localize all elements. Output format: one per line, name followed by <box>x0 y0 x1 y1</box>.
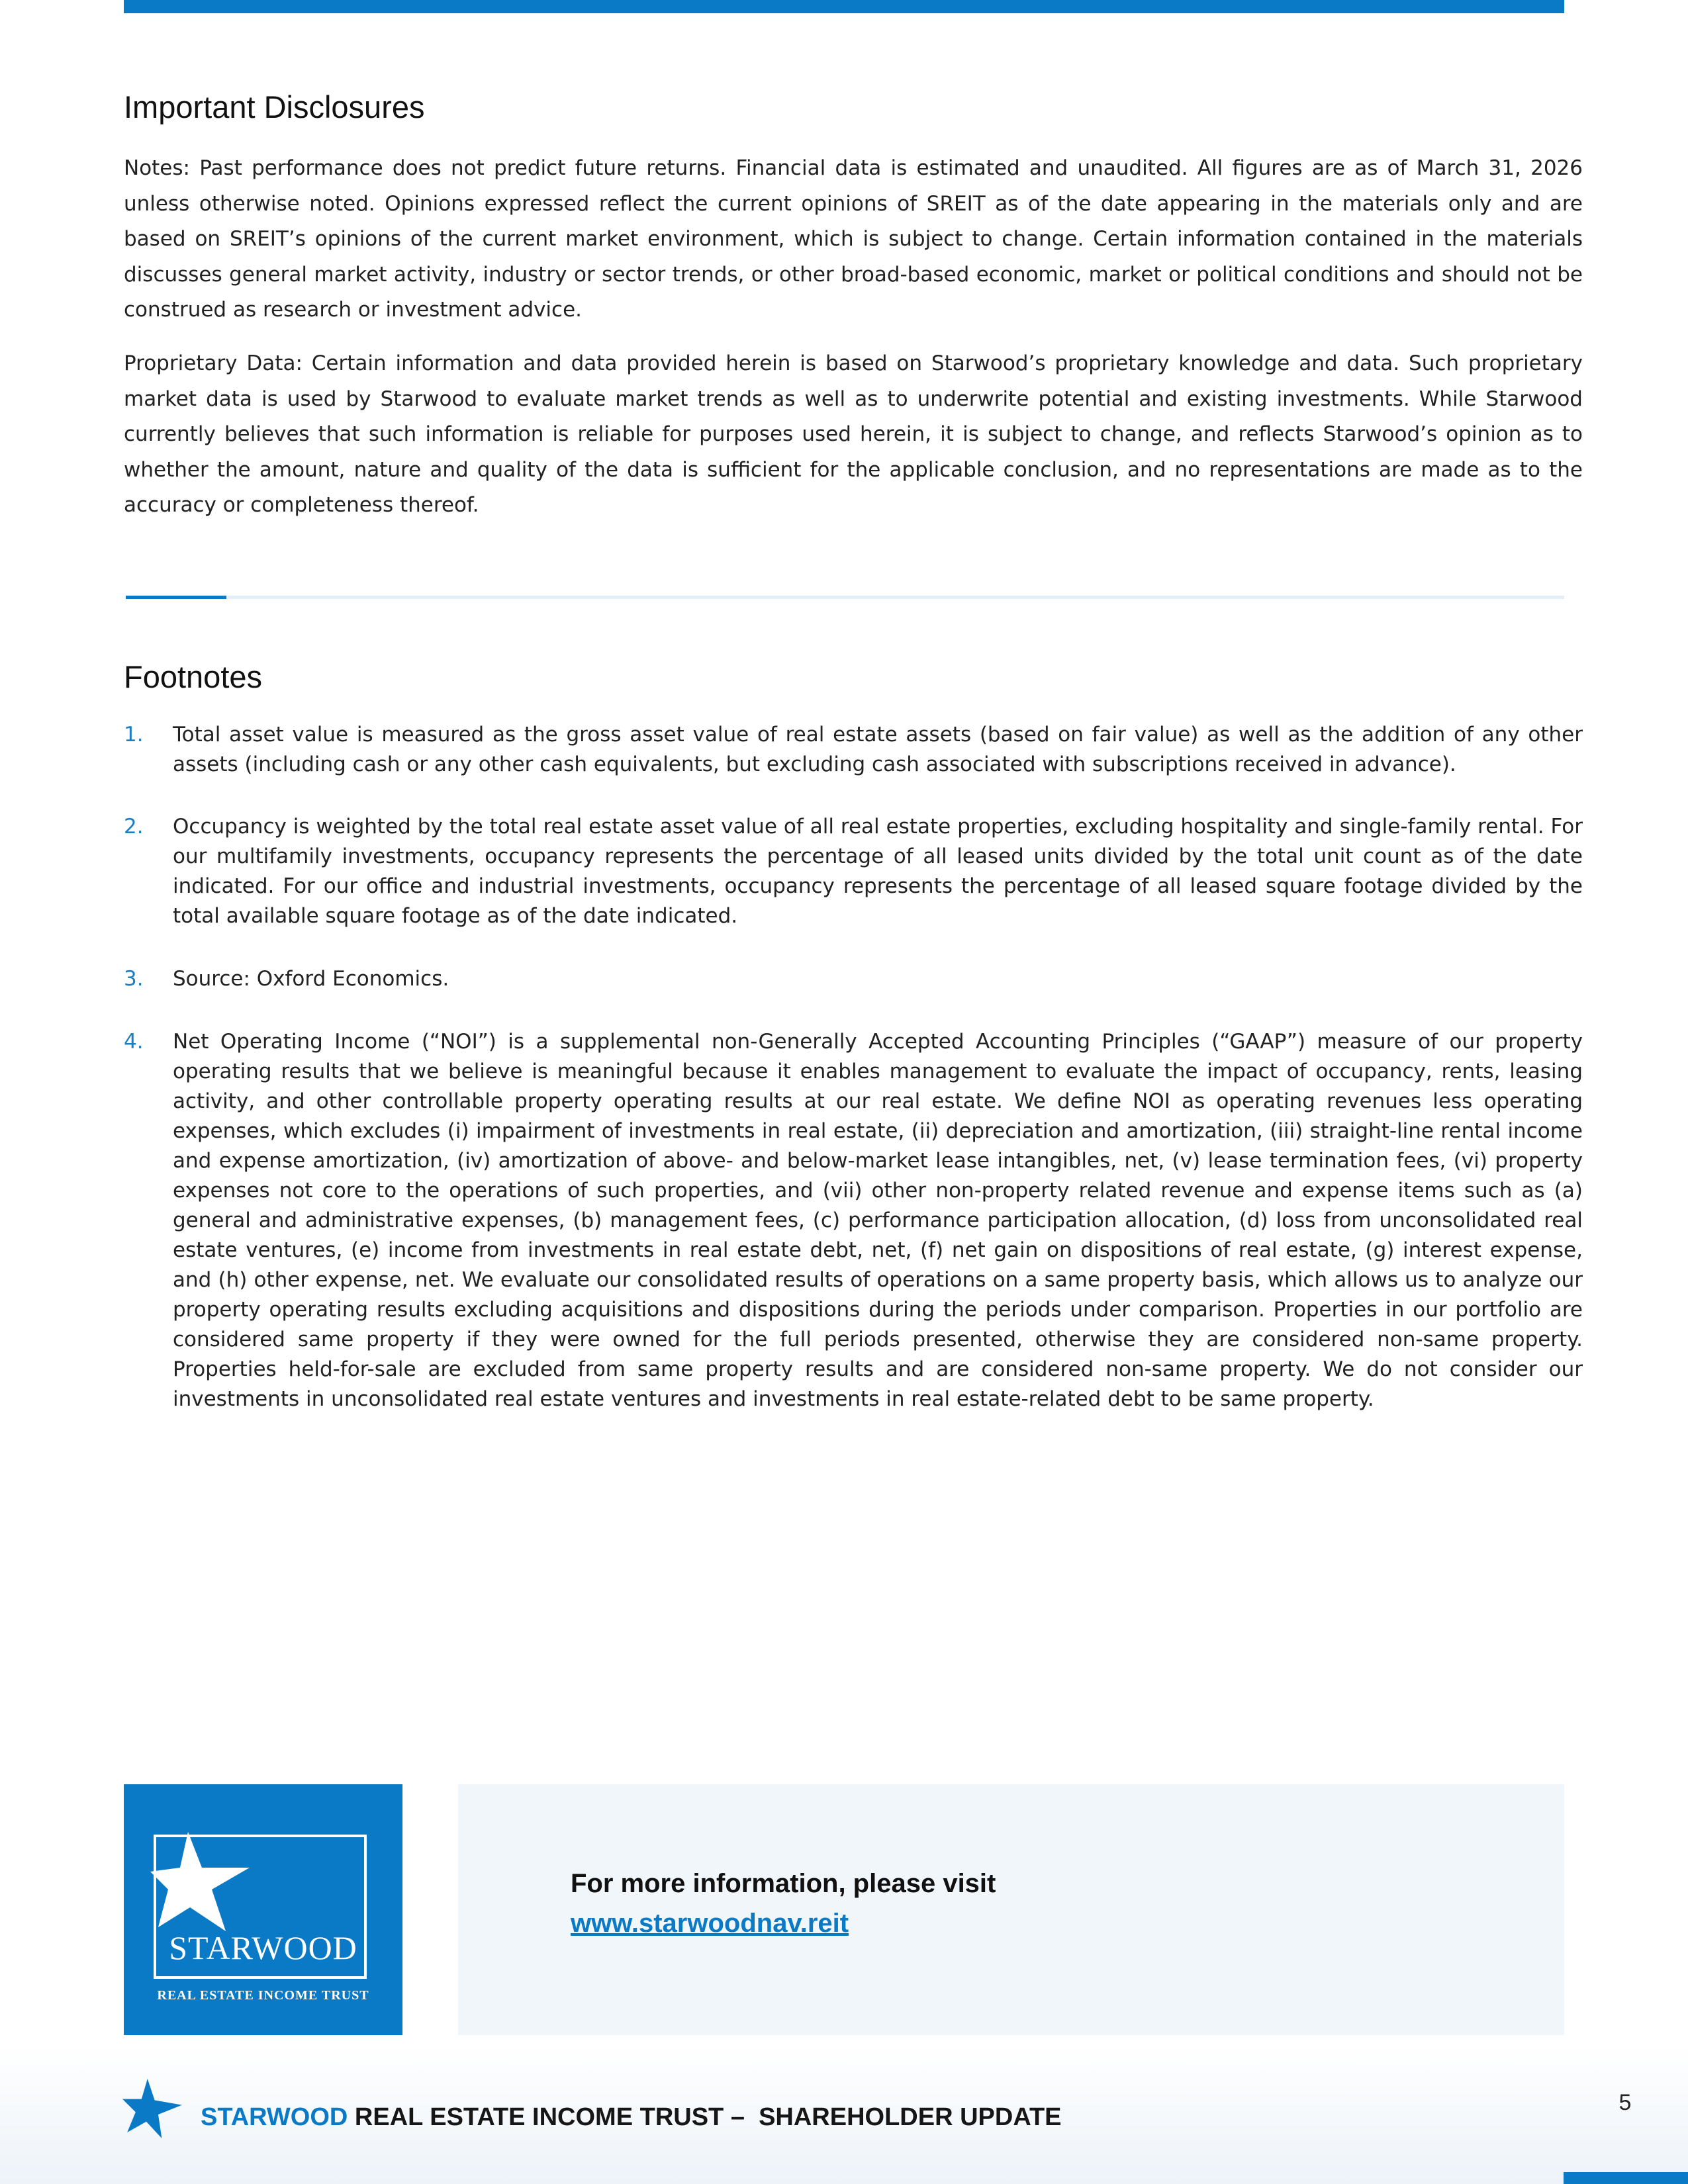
footnote-number: 2. <box>124 815 144 839</box>
logo-subtitle: REAL ESTATE INCOME TRUST <box>157 1988 369 2003</box>
website-link[interactable]: www.starwoodnav.reit <box>571 1909 849 1938</box>
page-number: 5 <box>1618 2090 1632 2115</box>
section-divider-accent <box>126 596 226 599</box>
info-heading: For more information, please visit <box>571 1869 996 1898</box>
top-accent-bar <box>124 0 1564 13</box>
footnotes-title: Footnotes <box>124 659 263 694</box>
footnote-number: 3. <box>124 967 144 991</box>
footnote-2 <box>124 812 1583 931</box>
star-icon <box>122 2078 182 2139</box>
footer-brand: STARWOOD <box>201 2103 348 2131</box>
bottom-accent-bar <box>1564 2172 1688 2184</box>
footnote-text: Occupancy is weighted by the total real estate asset value of all real estate properties, excluding hospitality and single-family rental. For our multifamily investments, occupancy represents the percentage of all leased units divided by the total unit count as of the date indicated. For our office and industrial investments, occupancy represents the percentage of all leased square footage divided by the total available square footage as of the date indicated. <box>173 815 1583 928</box>
star-icon <box>150 1832 250 1931</box>
footnote-text: Source: Oxford Economics. <box>173 967 449 991</box>
logo-wordmark: STARWOOD <box>169 1929 357 1966</box>
footnote-text: Total asset value is measured as the gross asset value of real estate assets (based on fair value) as well as the addition of any other assets (including cash or any other cash equivalents, but excluding cash associated with subscriptions received in advance). <box>173 723 1583 776</box>
footer-title <box>201 2103 1062 2132</box>
footnote-4 <box>124 1027 1583 1414</box>
footnote-number: 1. <box>124 723 144 747</box>
footnote-1 <box>124 720 1583 780</box>
disclosures-notes: Notes: Past performance does not predict future returns. Financial data is estimated and unaudited. All figures are as of March 31, 2026 unless otherwise noted. Opinions expressed reflect the current opinions of SREIT as of the date appearing in the materials only and are based on SREIT’s opinions of the current market environment, which is subject to change. Certain information contained in the materials discusses general market activity, industry or sector trends, or other broad-based economic, market or political conditions and should not be construed as research or investment advice. <box>124 156 1583 322</box>
info-panel <box>458 1784 1564 2035</box>
disclosures-title: Important Disclosures <box>124 89 425 124</box>
footnote-3 <box>124 964 1583 994</box>
disclosures-proprietary: Proprietary Data: Certain information and data provided herein is based on Starwood’s proprietary knowledge and data. Such proprietary market data is used by Starwood to evaluate market trends as well as to underwrite potential and existing investments. While Starwood currently believes that such information is reliable for purposes used herein, it is subject to change, and reflects Starwood’s opinion as to whether the amount, nature and quality of the data is sufficient for the applicable conclusion, and no representations are made as to the accuracy or completeness thereof. <box>124 351 1583 517</box>
footnote-number: 4. <box>124 1030 144 1054</box>
footnote-text: Net Operating Income (“NOI”) is a supplemental non-Generally Accepted Accounting Principles (“GAAP”) measure of our property operating results that we believe is meaningful because it enables management to evaluate the impact of occupancy, rents, leasing activity, and other controllable property operating results at our real estate. We define NOI as operating revenues less operating expenses, which excludes (i) impairment of investments in real estate, (ii) depreciation and amortization, (iii) straight-line rental income and expense amortization, (iv) amortization of above- and below-market lease intangibles, net, (v) lease termination fees, (vi) property expenses not core to the operations of such properties, and (vii) other non-property related revenue and expense items such as (a) general and administrative expenses, (b) management fees, (c) performance participation allocation, (d) loss from unconsolidated real estate ventures, (e) income from investments in real estate debt, net, (f) net gain on dispositions of real estate, (g) interest expense, and (h) other expense, net. We evaluate our consolidated results of operations on a same property basis, which allows us to analyze our property operating results excluding acquisitions and dispositions during the periods under comparison. Properties in our portfolio are considered same property if they were owned for the full periods presented, otherwise they are considered non-same property. Properties held-for-sale are excluded from same property results and are considered non-same property. We do not consider our investments in unconsolidated real estate ventures and investments in real estate-related debt to be same property. <box>173 1030 1583 1411</box>
section-divider <box>226 596 1564 599</box>
starwood-logo <box>124 1784 402 2035</box>
footer-title-text: REAL ESTATE INCOME TRUST – SHAREHOLDER UPDATE <box>348 2103 1062 2131</box>
